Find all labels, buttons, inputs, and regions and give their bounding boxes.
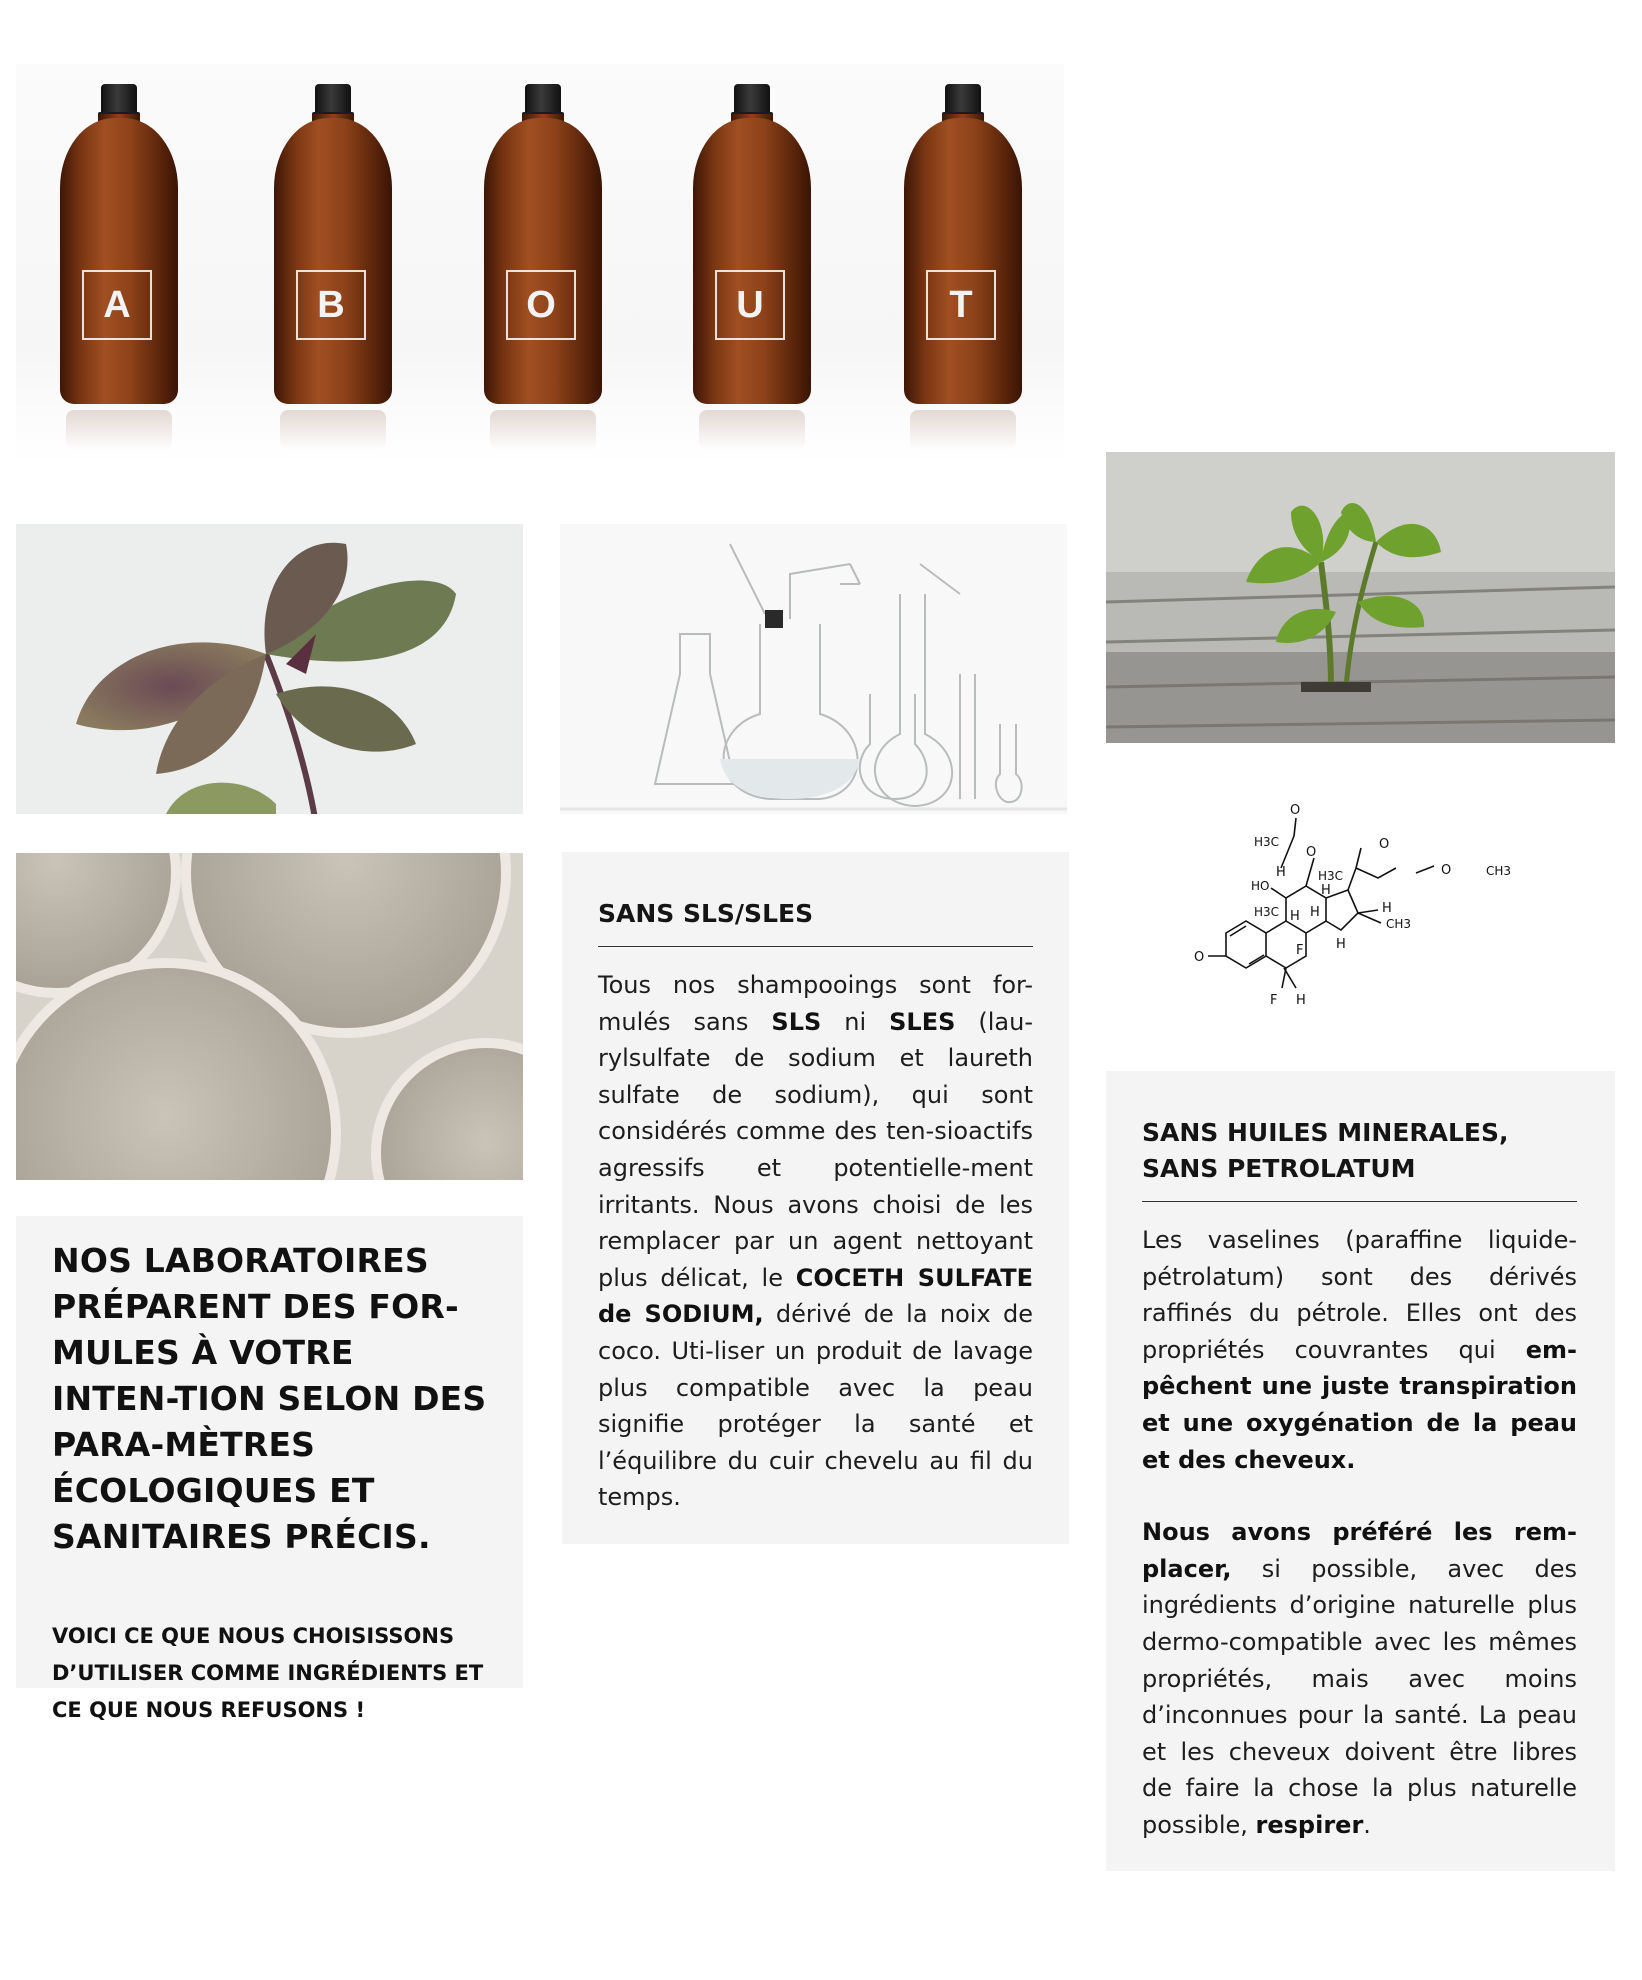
section-divider (1142, 1201, 1577, 1202)
molecule-label: H (1290, 909, 1300, 924)
section-title: SANS HUILES MINERALES, SANS PETROLATUM (1142, 1118, 1509, 1183)
bottle-label: O (506, 270, 576, 340)
sls-section (562, 852, 1069, 1544)
bottle-o (484, 84, 602, 404)
lab-glassware-photo (560, 524, 1067, 814)
molecule-label: CH3 (1486, 864, 1512, 878)
molecule-label: O (1194, 950, 1205, 965)
leaves-photo (16, 524, 523, 814)
molecule-label: O (1290, 803, 1301, 818)
bottle-b (274, 84, 392, 404)
bottle-a (60, 84, 178, 404)
section-divider (598, 946, 1033, 947)
bottle-label: A (82, 270, 152, 340)
molecule-label: O (1379, 837, 1390, 852)
molecule-label: F (1296, 943, 1304, 958)
molecule-label: F (1270, 993, 1278, 1008)
huiles-section (1106, 1071, 1615, 1871)
molecule-structure-diagram (1186, 798, 1546, 1023)
section-title: SANS SLS/SLES (598, 899, 814, 928)
powder-dishes-photo (16, 853, 523, 1180)
intro-subhead: VOICI CE QUE NOUS CHOISISSONS D’UTILISER COMME INGRÉDIENTS ET CE QUE NOUS REFUSONS ! (52, 1624, 484, 1722)
molecule-label: H3C (1254, 905, 1280, 919)
molecule-label: H3C (1318, 869, 1344, 883)
intro-panel (16, 1216, 523, 1722)
molecule-label: HO (1251, 879, 1270, 893)
molecule-label: H (1276, 865, 1286, 880)
molecule-label: H (1382, 901, 1392, 916)
bottle-label: T (926, 270, 996, 340)
section-body-1: Les vaselines (paraffine liquide-pétrolatum) sont des dérivés raffinés du pétrole. Elles ont des propriétés couvrantes qui em-pêchent une juste transpiration et une oxygénation de la peau et des cheveux. (1142, 1226, 1577, 1474)
molecule-label: H (1321, 883, 1331, 898)
bottle-label: B (296, 270, 366, 340)
sprout-photo (1106, 452, 1615, 743)
section-body: Tous nos shampooings sont for-mulés sans SLS ni SLES (lau-rylsulfate de sodium et laureth sulfate de sodium), qui sont considérés comme des ten-sioactifs agressifs et potentielle-ment irritants. Nous avons choisi de les remplacer par un agent nettoyant plus délicat, le COCETH SULFATE de SODIUM, dérivé de la noix de coco. Uti-liser un produit de lavage plus compatible avec la peau signifie protéger la santé et l’équilibre du cuir chevelu au fil du temps. (598, 971, 1033, 1512)
molecule-label: H (1336, 937, 1346, 952)
molecule-label: O (1441, 863, 1452, 878)
molecule-label: H (1310, 905, 1320, 920)
section-body-2: Nous avons préféré les rem-placer, si possible, avec des ingrédients d’origine naturelle plus dermo-compatible avec les mêmes propriétés, mais avec moins d’inconnues pour la santé. La peau et les cheveux doivent être libres de faire la chose la plus naturelle possible, respirer. (1142, 1518, 1577, 1839)
molecule-label: CH3 (1386, 917, 1412, 931)
molecule-label: O (1306, 845, 1317, 860)
molecule-label: H3C (1254, 835, 1280, 849)
about-bottles-banner (16, 64, 1064, 464)
molecule-label: H (1296, 993, 1306, 1008)
bottle-label: U (715, 270, 785, 340)
bottle-u (693, 84, 811, 404)
intro-headline: NOS LABORATOIRES PRÉPARENT DES FOR-MULES À VOTRE INTEN-TION SELON DES PARA-MÈTRES ÉCOLOGIQUES ET SANITAIRES PRÉCIS. (52, 1241, 487, 1556)
bottle-t (904, 84, 1022, 404)
